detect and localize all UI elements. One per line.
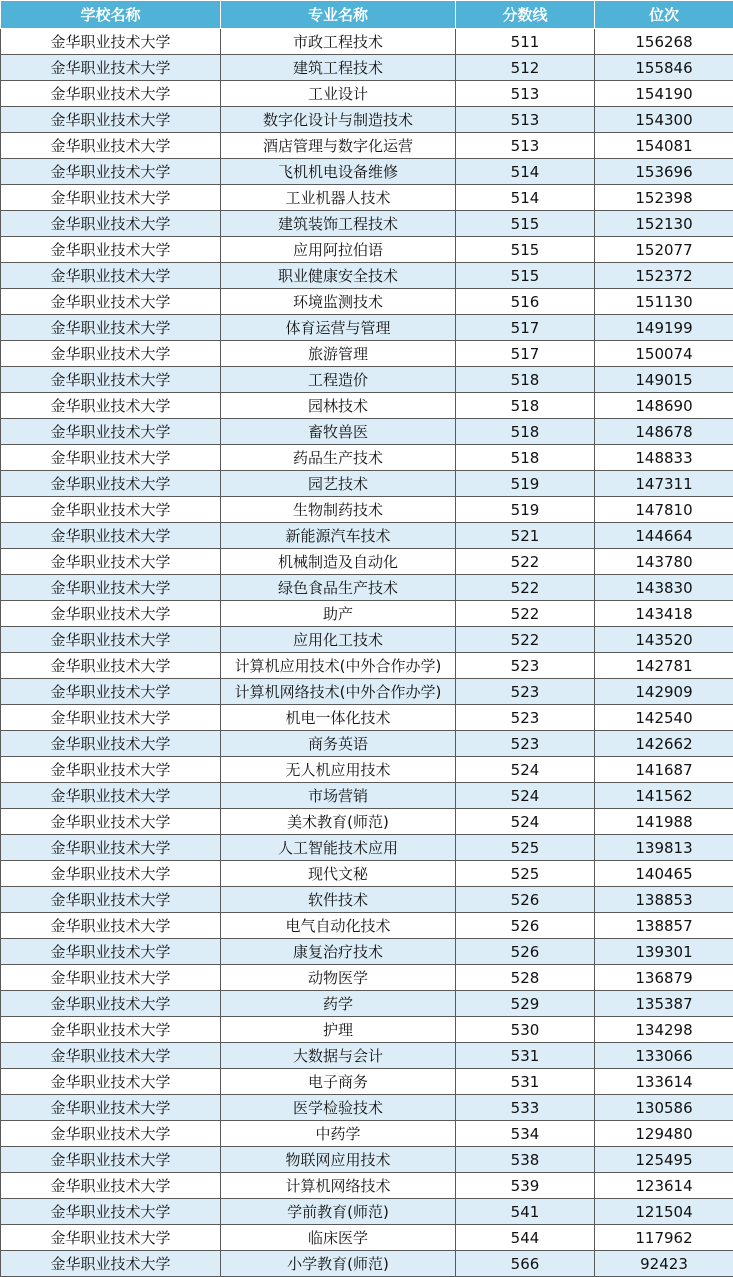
cell-school-name: 金华职业技术大学: [1, 705, 221, 731]
table-row: [1, 1121, 733, 1147]
cell-school-name: 金华职业技术大学: [1, 1095, 221, 1121]
cell-school-name: 金华职业技术大学: [1, 783, 221, 809]
cell-score-line: 525: [456, 835, 595, 861]
cell-score-line: 518: [456, 419, 595, 445]
cell-major-name: 计算机应用技术(中外合作办学): [221, 653, 456, 679]
table-row: [1, 497, 733, 523]
cell-school-name: 金华职业技术大学: [1, 835, 221, 861]
table-row: [1, 133, 733, 159]
cell-score-line: 515: [456, 211, 595, 237]
cell-rank: 142662: [595, 731, 733, 757]
cell-major-name: 现代文秘: [221, 861, 456, 887]
cell-rank: 139301: [595, 939, 733, 965]
cell-major-name: 生物制药技术: [221, 497, 456, 523]
cell-score-line: 538: [456, 1147, 595, 1173]
table-row: [1, 341, 733, 367]
cell-school-name: 金华职业技术大学: [1, 133, 221, 159]
cell-school-name: 金华职业技术大学: [1, 809, 221, 835]
cell-rank: 135387: [595, 991, 733, 1017]
cell-score-line: 566: [456, 1251, 595, 1277]
cell-rank: 123614: [595, 1173, 733, 1199]
cell-score-line: 526: [456, 939, 595, 965]
cell-school-name: 金华职业技术大学: [1, 1225, 221, 1251]
cell-major-name: 电子商务: [221, 1069, 456, 1095]
cell-school-name: 金华职业技术大学: [1, 653, 221, 679]
cell-school-name: 金华职业技术大学: [1, 1017, 221, 1043]
cell-school-name: 金华职业技术大学: [1, 341, 221, 367]
cell-school-name: 金华职业技术大学: [1, 107, 221, 133]
cell-rank: 141687: [595, 757, 733, 783]
cell-rank: 155846: [595, 55, 733, 81]
table-row: [1, 393, 733, 419]
cell-rank: 148833: [595, 445, 733, 471]
cell-score-line: 519: [456, 471, 595, 497]
cell-score-line: 533: [456, 1095, 595, 1121]
cell-school-name: 金华职业技术大学: [1, 1173, 221, 1199]
cell-major-name: 药品生产技术: [221, 445, 456, 471]
cell-major-name: 电气自动化技术: [221, 913, 456, 939]
cell-major-name: 临床医学: [221, 1225, 456, 1251]
cell-major-name: 商务英语: [221, 731, 456, 757]
cell-rank: 154300: [595, 107, 733, 133]
cell-major-name: 建筑装饰工程技术: [221, 211, 456, 237]
cell-major-name: 工业机器人技术: [221, 185, 456, 211]
table-row: [1, 81, 733, 107]
cell-rank: 125495: [595, 1147, 733, 1173]
cell-major-name: 机电一体化技术: [221, 705, 456, 731]
table-row: [1, 1251, 733, 1277]
cell-school-name: 金华职业技术大学: [1, 549, 221, 575]
table-row: [1, 1173, 733, 1199]
table-row: [1, 159, 733, 185]
cell-major-name: 畜牧兽医: [221, 419, 456, 445]
cell-rank: 141988: [595, 809, 733, 835]
cell-major-name: 应用阿拉伯语: [221, 237, 456, 263]
cell-major-name: 药学: [221, 991, 456, 1017]
table-row: [1, 1017, 733, 1043]
table-row: [1, 1225, 733, 1251]
cell-rank: 148690: [595, 393, 733, 419]
cell-score-line: 522: [456, 601, 595, 627]
cell-score-line: 524: [456, 757, 595, 783]
cell-school-name: 金华职业技术大学: [1, 627, 221, 653]
cell-school-name: 金华职业技术大学: [1, 601, 221, 627]
header-school-name: 学校名称: [1, 1, 221, 29]
cell-score-line: 517: [456, 341, 595, 367]
cell-score-line: 518: [456, 367, 595, 393]
cell-school-name: 金华职业技术大学: [1, 1121, 221, 1147]
cell-major-name: 软件技术: [221, 887, 456, 913]
cell-major-name: 环境监测技术: [221, 289, 456, 315]
cell-major-name: 小学教育(师范): [221, 1251, 456, 1277]
cell-score-line: 525: [456, 861, 595, 887]
table-row: [1, 653, 733, 679]
cell-score-line: 524: [456, 809, 595, 835]
table-row: [1, 965, 733, 991]
cell-major-name: 学前教育(师范): [221, 1199, 456, 1225]
cell-rank: 133614: [595, 1069, 733, 1095]
cell-major-name: 医学检验技术: [221, 1095, 456, 1121]
header-row: [1, 1, 733, 29]
cell-school-name: 金华职业技术大学: [1, 81, 221, 107]
table-row: [1, 887, 733, 913]
cell-school-name: 金华职业技术大学: [1, 237, 221, 263]
cell-school-name: 金华职业技术大学: [1, 1251, 221, 1277]
cell-rank: 143520: [595, 627, 733, 653]
cell-major-name: 助产: [221, 601, 456, 627]
table-row: [1, 445, 733, 471]
cell-score-line: 523: [456, 705, 595, 731]
cell-major-name: 新能源汽车技术: [221, 523, 456, 549]
cell-major-name: 工程造价: [221, 367, 456, 393]
cell-score-line: 534: [456, 1121, 595, 1147]
cell-school-name: 金华职业技术大学: [1, 315, 221, 341]
header-score-line: 分数线: [456, 1, 595, 29]
cell-score-line: 513: [456, 81, 595, 107]
cell-major-name: 旅游管理: [221, 341, 456, 367]
cell-score-line: 517: [456, 315, 595, 341]
cell-major-name: 绿色食品生产技术: [221, 575, 456, 601]
table-row: [1, 107, 733, 133]
cell-rank: 121504: [595, 1199, 733, 1225]
cell-score-line: 514: [456, 185, 595, 211]
cell-school-name: 金华职业技术大学: [1, 393, 221, 419]
cell-rank: 150074: [595, 341, 733, 367]
cell-rank: 142781: [595, 653, 733, 679]
cell-major-name: 机械制造及自动化: [221, 549, 456, 575]
cell-school-name: 金华职业技术大学: [1, 913, 221, 939]
table-row: [1, 601, 733, 627]
cell-school-name: 金华职业技术大学: [1, 445, 221, 471]
cell-rank: 138857: [595, 913, 733, 939]
cell-school-name: 金华职业技术大学: [1, 1043, 221, 1069]
cell-major-name: 人工智能技术应用: [221, 835, 456, 861]
header-major-name: 专业名称: [221, 1, 456, 29]
cell-score-line: 522: [456, 627, 595, 653]
table-row: [1, 315, 733, 341]
cell-rank: 153696: [595, 159, 733, 185]
cell-major-name: 无人机应用技术: [221, 757, 456, 783]
cell-score-line: 522: [456, 549, 595, 575]
cell-rank: 152398: [595, 185, 733, 211]
table-row: [1, 419, 733, 445]
table-row: [1, 523, 733, 549]
cell-rank: 140465: [595, 861, 733, 887]
cell-school-name: 金华职业技术大学: [1, 679, 221, 705]
cell-rank: 154190: [595, 81, 733, 107]
cell-score-line: 522: [456, 575, 595, 601]
table-row: [1, 809, 733, 835]
cell-rank: 117962: [595, 1225, 733, 1251]
table-row: [1, 549, 733, 575]
table-row: [1, 1199, 733, 1225]
cell-score-line: 531: [456, 1069, 595, 1095]
cell-major-name: 园艺技术: [221, 471, 456, 497]
table-row: [1, 861, 733, 887]
cell-school-name: 金华职业技术大学: [1, 289, 221, 315]
cell-rank: 147311: [595, 471, 733, 497]
cell-rank: 92423: [595, 1251, 733, 1277]
cell-school-name: 金华职业技术大学: [1, 419, 221, 445]
cell-rank: 143780: [595, 549, 733, 575]
cell-rank: 152130: [595, 211, 733, 237]
cell-score-line: 511: [456, 29, 595, 55]
cell-score-line: 521: [456, 523, 595, 549]
cell-rank: 149015: [595, 367, 733, 393]
table-row: [1, 55, 733, 81]
table-row: [1, 185, 733, 211]
table-header: [1, 1, 733, 29]
cell-school-name: 金华职业技术大学: [1, 1199, 221, 1225]
cell-rank: 138853: [595, 887, 733, 913]
cell-school-name: 金华职业技术大学: [1, 1147, 221, 1173]
cell-rank: 148678: [595, 419, 733, 445]
cell-score-line: 523: [456, 731, 595, 757]
cell-school-name: 金华职业技术大学: [1, 367, 221, 393]
cell-rank: 134298: [595, 1017, 733, 1043]
cell-major-name: 园林技术: [221, 393, 456, 419]
cell-rank: 152077: [595, 237, 733, 263]
cell-school-name: 金华职业技术大学: [1, 211, 221, 237]
table-row: [1, 731, 733, 757]
cell-rank: 147810: [595, 497, 733, 523]
cell-school-name: 金华职业技术大学: [1, 185, 221, 211]
cell-rank: 149199: [595, 315, 733, 341]
table-row: [1, 991, 733, 1017]
cell-major-name: 康复治疗技术: [221, 939, 456, 965]
table-row: [1, 289, 733, 315]
cell-score-line: 513: [456, 133, 595, 159]
cell-rank: 143830: [595, 575, 733, 601]
cell-major-name: 美术教育(师范): [221, 809, 456, 835]
cell-score-line: 526: [456, 887, 595, 913]
cell-major-name: 飞机机电设备维修: [221, 159, 456, 185]
cell-major-name: 动物医学: [221, 965, 456, 991]
cell-score-line: 523: [456, 653, 595, 679]
cell-school-name: 金华职业技术大学: [1, 159, 221, 185]
cell-school-name: 金华职业技术大学: [1, 861, 221, 887]
cell-score-line: 524: [456, 783, 595, 809]
table-row: [1, 575, 733, 601]
cell-score-line: 518: [456, 393, 595, 419]
cell-school-name: 金华职业技术大学: [1, 497, 221, 523]
cell-major-name: 中药学: [221, 1121, 456, 1147]
cell-score-line: 518: [456, 445, 595, 471]
cell-rank: 133066: [595, 1043, 733, 1069]
cell-score-line: 515: [456, 237, 595, 263]
cell-score-line: 530: [456, 1017, 595, 1043]
table-row: [1, 913, 733, 939]
cell-major-name: 市政工程技术: [221, 29, 456, 55]
cell-score-line: 541: [456, 1199, 595, 1225]
cell-school-name: 金华职业技术大学: [1, 887, 221, 913]
cell-major-name: 计算机网络技术(中外合作办学): [221, 679, 456, 705]
cell-rank: 143418: [595, 601, 733, 627]
cell-school-name: 金华职业技术大学: [1, 263, 221, 289]
cell-school-name: 金华职业技术大学: [1, 965, 221, 991]
cell-score-line: 515: [456, 263, 595, 289]
cell-school-name: 金华职业技术大学: [1, 29, 221, 55]
cell-major-name: 体育运营与管理: [221, 315, 456, 341]
cell-school-name: 金华职业技术大学: [1, 471, 221, 497]
cell-rank: 156268: [595, 29, 733, 55]
cell-rank: 144664: [595, 523, 733, 549]
table-row: [1, 627, 733, 653]
cell-score-line: 513: [456, 107, 595, 133]
table-row: [1, 263, 733, 289]
table-row: [1, 1043, 733, 1069]
cell-school-name: 金华职业技术大学: [1, 731, 221, 757]
table-row: [1, 211, 733, 237]
cell-rank: 141562: [595, 783, 733, 809]
cell-score-line: 523: [456, 679, 595, 705]
header-rank: 位次: [595, 1, 733, 29]
cell-score-line: 529: [456, 991, 595, 1017]
cell-score-line: 514: [456, 159, 595, 185]
cell-school-name: 金华职业技术大学: [1, 991, 221, 1017]
table-row: [1, 29, 733, 55]
table-row: [1, 783, 733, 809]
cell-score-line: 544: [456, 1225, 595, 1251]
cell-school-name: 金华职业技术大学: [1, 757, 221, 783]
cell-rank: 136879: [595, 965, 733, 991]
cell-rank: 142909: [595, 679, 733, 705]
cell-major-name: 护理: [221, 1017, 456, 1043]
cell-major-name: 职业健康安全技术: [221, 263, 456, 289]
cell-rank: 142540: [595, 705, 733, 731]
cell-major-name: 建筑工程技术: [221, 55, 456, 81]
cell-rank: 139813: [595, 835, 733, 861]
cell-rank: 151130: [595, 289, 733, 315]
cell-score-line: 531: [456, 1043, 595, 1069]
table-row: [1, 471, 733, 497]
cell-major-name: 数字化设计与制造技术: [221, 107, 456, 133]
table-row: [1, 1069, 733, 1095]
cell-major-name: 物联网应用技术: [221, 1147, 456, 1173]
cell-rank: 129480: [595, 1121, 733, 1147]
cell-major-name: 市场营销: [221, 783, 456, 809]
cell-major-name: 大数据与会计: [221, 1043, 456, 1069]
cell-school-name: 金华职业技术大学: [1, 575, 221, 601]
table-row: [1, 835, 733, 861]
cell-score-line: 512: [456, 55, 595, 81]
table-body: [1, 29, 733, 1277]
cell-school-name: 金华职业技术大学: [1, 55, 221, 81]
table-row: [1, 1147, 733, 1173]
cell-school-name: 金华职业技术大学: [1, 523, 221, 549]
table-row: [1, 1095, 733, 1121]
table-row: [1, 679, 733, 705]
table-row: [1, 705, 733, 731]
cell-rank: 154081: [595, 133, 733, 159]
cell-score-line: 526: [456, 913, 595, 939]
cell-major-name: 计算机网络技术: [221, 1173, 456, 1199]
table-row: [1, 237, 733, 263]
table-row: [1, 757, 733, 783]
cell-rank: 152372: [595, 263, 733, 289]
cell-score-line: 539: [456, 1173, 595, 1199]
cell-rank: 130586: [595, 1095, 733, 1121]
cell-score-line: 516: [456, 289, 595, 315]
cell-score-line: 528: [456, 965, 595, 991]
cell-score-line: 519: [456, 497, 595, 523]
cell-major-name: 工业设计: [221, 81, 456, 107]
cell-major-name: 应用化工技术: [221, 627, 456, 653]
cell-major-name: 酒店管理与数字化运营: [221, 133, 456, 159]
table-row: [1, 367, 733, 393]
cell-school-name: 金华职业技术大学: [1, 1069, 221, 1095]
cell-school-name: 金华职业技术大学: [1, 939, 221, 965]
table-row: [1, 939, 733, 965]
